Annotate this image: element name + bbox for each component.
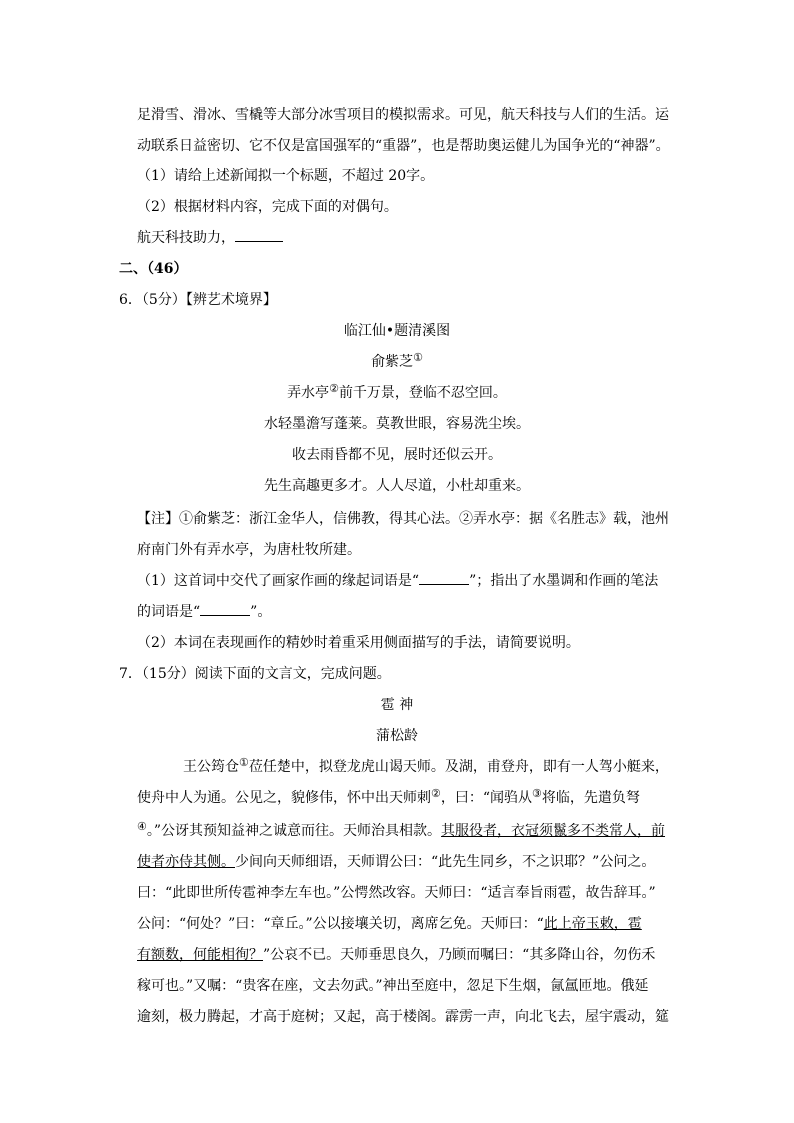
passage-line-6: [137, 915, 642, 933]
passage-text: 。”公讶其预知益神之诚意而往。天师治具相款。: [146, 823, 442, 839]
answer-prefix: 航天科技助力，: [137, 230, 235, 246]
passage-line-3: [137, 822, 665, 841]
poem-author: [0, 353, 794, 372]
underlined-sentence: 有额数，何能相徇？: [137, 947, 263, 963]
poem-note-2: 府南门外有弄水亭，为唐杜牧所建。: [137, 542, 361, 558]
passage-author: 蒲松龄: [376, 728, 418, 744]
poem-line-1b: 前千万景，登临不忍空回。: [338, 385, 507, 401]
passage-text: 莅任楚中，拟登龙虎山谒天师。及湖，甫登舟，即有一人驾小艇来，: [248, 759, 669, 775]
passage-line-4: [137, 853, 655, 871]
poem-title: 临江仙•题清溪图: [343, 323, 451, 339]
q6-blank-2[interactable]: [200, 603, 250, 616]
passage-line-2: [137, 789, 640, 808]
passage-line-8: 稼可也。”又嘱：“贵客在座，文去勿武。”神出至庭中，忽足下生烟，氤氲匝地。俄延: [137, 978, 649, 994]
passage-text: 公问：“何处？”曰：“章丘。”公以接壤关切，离席乞免。天师曰：“: [137, 916, 544, 932]
note-marker-1: ①: [239, 756, 249, 769]
poem-note-1: 【注】①俞紫芝：浙江金华人，信佛教，得其心法。②弄水亭：据《名胜志》载，池州: [137, 511, 669, 527]
passage-text: 王公筠仓: [183, 759, 239, 775]
poem-line-1: [0, 384, 794, 403]
q6-sub1-text-a: （1）这首词中交代了画家作画的缘起词语是“: [137, 573, 420, 589]
section-2-title: 二、（46）: [119, 261, 188, 277]
q6-header: 6．（5分）【辨艺术境界】: [119, 292, 277, 308]
poem-author-name: 俞紫芝: [371, 354, 414, 370]
poem-line-4: 先生高趣更多才。人人尽道，小杜却重来。: [264, 478, 530, 494]
passage-line-1: [183, 758, 669, 777]
q6-sub2: （2）本词在表现画作的精妙时着重采用侧面描写的手法，请简要说明。: [137, 635, 580, 651]
passage-line-9: 逾刻，极力腾起，才高于庭树；又起，高于楼阁。霹雳一声，向北飞去，屋宇震动，筵: [137, 1009, 669, 1025]
poem-line-3: 收去雨昏都不见，展时还似云开。: [292, 447, 502, 463]
q6-sub1-line-1: [137, 572, 658, 590]
poem-line-1a: 弄水亭: [287, 385, 330, 401]
passage-text: ”公哀不已。天师垂思良久，乃顾而嘱曰：“其多降山谷，勿伤禾: [263, 947, 656, 963]
underlined-sentence: 使者亦侍其侧。: [137, 854, 235, 870]
q6-sub1-text-b: ”；指出了水墨调和作画的笔法: [469, 573, 659, 589]
passage-title: 雹 神: [380, 697, 414, 713]
passage-text: 少间向天师细语，天师谓公曰：“此先生同乡，不之识耶？”公问之。: [235, 854, 656, 870]
intro-question-1: （1）请给上述新闻拟一个标题，不超过 20字。: [137, 168, 435, 184]
intro-question-2: （2）根据材料内容，完成下面的对偶句。: [137, 199, 398, 215]
intro-line-1: 足滑雪、滑冰、雪橇等大部分冰雪项目的模拟需求。可见，航天科技与人们的生活。运: [137, 107, 669, 123]
q7-header: 7．（15分）阅读下面的文言文，完成问题。: [119, 666, 391, 682]
answer-blank[interactable]: [235, 229, 283, 242]
underlined-sentence: 其服役者，衣冠须鬣多不类常人，前: [441, 823, 666, 839]
passage-text: 使舟中人为通。公见之，貌修伟，怀中出天师刺: [137, 790, 431, 806]
note-marker-4: ④: [137, 820, 147, 833]
passage-text: ，曰：“闻驺从: [440, 790, 533, 806]
q6-sub1-line-2: [137, 603, 271, 621]
intro-line-2: 动联系日益密切、它不仅是富国强军的“重器”，也是帮助奥运健儿为国争光的“神器”。: [137, 138, 670, 154]
note-marker-1: ①: [413, 351, 423, 364]
passage-text: 将临，先遣负弩: [541, 790, 640, 806]
note-marker-3: ③: [532, 787, 542, 800]
passage-line-7: [137, 946, 655, 964]
underlined-sentence: 此上帝玉敕，雹: [543, 916, 642, 932]
q6-blank-1[interactable]: [419, 572, 469, 585]
note-marker-2: ②: [329, 382, 339, 395]
passage-line-5: 曰：“此即世所传雹神李左车也。”公愕然改容。天师曰：“适言奉旨雨雹，故告辞耳。”: [137, 885, 656, 901]
intro-answer-line: [137, 229, 283, 247]
q6-sub1-text-c: 的词语是“: [137, 604, 201, 620]
poem-line-2: 水轻墨澹写蓬莱。莫教世眼，容易洗尘埃。: [264, 416, 530, 432]
note-marker-2: ②: [431, 787, 441, 800]
q6-sub1-text-d: ”。: [250, 604, 272, 620]
